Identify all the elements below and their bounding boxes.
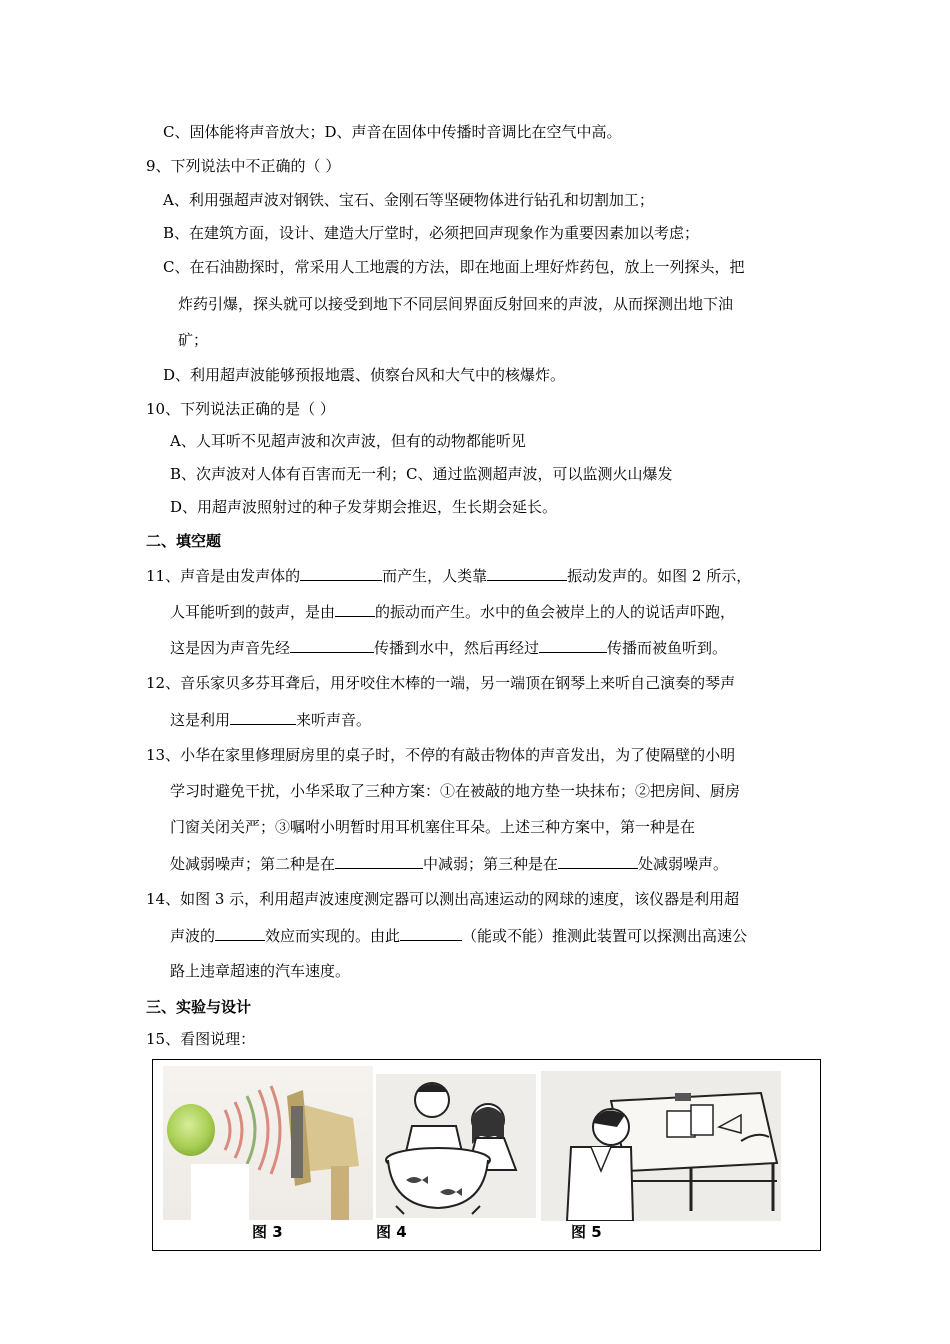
figure-5-image xyxy=(541,1071,781,1221)
text: 来听声音。 xyxy=(296,711,372,729)
question-13-line2: 学习时避免干扰，小华采取了三种方案：①在被敲的地方垫一块抹布；②把房间、厨房 xyxy=(170,782,741,800)
question-9: 9、下列说法中不正确的（ ） xyxy=(146,157,341,175)
figure-5-caption: 图 5 xyxy=(571,1223,602,1241)
blank xyxy=(215,924,265,941)
section-heading-fill-blank: 二、填空题 xyxy=(146,532,222,550)
text: 振动发声的。如图 2 所示， xyxy=(567,567,752,585)
figure-3-caption: 图 3 xyxy=(252,1223,283,1241)
option-9d: D、利用超声波能够预报地震、侦察台风和大气中的核爆炸。 xyxy=(163,366,566,384)
blank xyxy=(335,600,375,617)
blank xyxy=(487,564,567,581)
text: 处减弱噪声；第二种是在 xyxy=(170,855,336,873)
option-9c: C、在石油勘探时，常采用人工地震的方法，即在地面上埋好炸药包，放上一列探头，把 xyxy=(163,258,745,276)
blank xyxy=(400,924,462,941)
text: 声波的 xyxy=(170,927,216,945)
text: 传播到水中，然后再经过 xyxy=(374,639,540,657)
question-14-line2 xyxy=(170,924,747,947)
text: 的振动而产生。水中的鱼会被岸上的人的说话声吓跑， xyxy=(375,603,736,621)
text: 中减弱；第三种是在 xyxy=(423,855,559,873)
figure-4-image xyxy=(376,1074,536,1218)
text: 处减弱噪声。 xyxy=(638,855,729,873)
text: 这是利用 xyxy=(170,711,231,729)
question-11-line3 xyxy=(170,636,727,659)
blank xyxy=(539,636,607,653)
question-15: 15、看图说理： xyxy=(146,1030,256,1048)
text: 人耳能听到的鼓声，是由 xyxy=(170,603,336,621)
question-14-line1: 14、如图 3 示，利用超声波速度测定器可以测出高速运动的网球的速度，该仪器是利用超 xyxy=(146,890,740,908)
question-14-line3: 路上违章超速的汽车速度。 xyxy=(170,962,351,980)
option-10a: A、人耳听不见超声波和次声波，但有的动物都能听见 xyxy=(170,432,526,450)
option-9b: B、在建筑方面，设计、建造大厅堂时，必须把回声现象作为重要因素加以考虑； xyxy=(163,224,700,242)
option-9c-cont: 炸药引爆，探头就可以接受到地下不同层间界面反射回来的声波，从而探测出地下油 xyxy=(178,295,734,313)
section-heading-experiment: 三、实验与设计 xyxy=(146,998,252,1016)
blank xyxy=(300,564,382,581)
blank xyxy=(558,852,638,869)
question-13-line3: 门窗关闭关严；③嘱咐小明暂时用耳机塞住耳朵。上述三种方案中，第一种是在 xyxy=(170,818,696,836)
text: 传播而被鱼听到。 xyxy=(607,639,728,657)
option-9a: A、利用强超声波对钢铁、宝石、金刚石等坚硬物体进行钻孔和切割加工； xyxy=(163,191,654,209)
question-13-line4 xyxy=(170,852,728,875)
option-10d: D、用超声波照射过的种子发芽期会推迟，生长期会延长。 xyxy=(170,498,558,516)
question-11-line1 xyxy=(146,564,751,587)
option-10bc: B、次声波对人体有百害而无一利；C、通过监测超声波，可以监测火山爆发 xyxy=(170,465,673,483)
text: 11、声音是由发声体的 xyxy=(146,567,301,585)
text: 效应而实现的。由此 xyxy=(265,927,401,945)
blank xyxy=(335,852,423,869)
question-12-line1: 12、音乐家贝多芬耳聋后，用牙咬住木棒的一端，另一端顶在钢琴上来听自己演奏的琴声 xyxy=(146,674,736,692)
question-12-line2 xyxy=(170,708,371,731)
blank xyxy=(290,636,374,653)
question-10: 10、下列说法正确的是（ ） xyxy=(146,400,335,418)
figure-3-image xyxy=(163,1066,373,1220)
text: （能或不能）推测此装置可以探测出高速公 xyxy=(462,927,748,945)
blank xyxy=(230,708,296,725)
apple xyxy=(167,1104,215,1156)
text: 这是因为声音先经 xyxy=(170,639,291,657)
option-8c: C、固体能将声音放大；D、声音在固体中传播时音调比在空气中高。 xyxy=(163,123,622,141)
figure-4-caption: 图 4 xyxy=(376,1223,407,1241)
option-9c-cont2: 矿； xyxy=(178,331,209,349)
question-11-line2 xyxy=(170,600,735,623)
text: 而产生，人类靠 xyxy=(382,567,488,585)
question-13-line1: 13、小华在家里修理厨房里的桌子时，不停的有敲击物体的声音发出，为了使隔壁的小明 xyxy=(146,746,736,764)
